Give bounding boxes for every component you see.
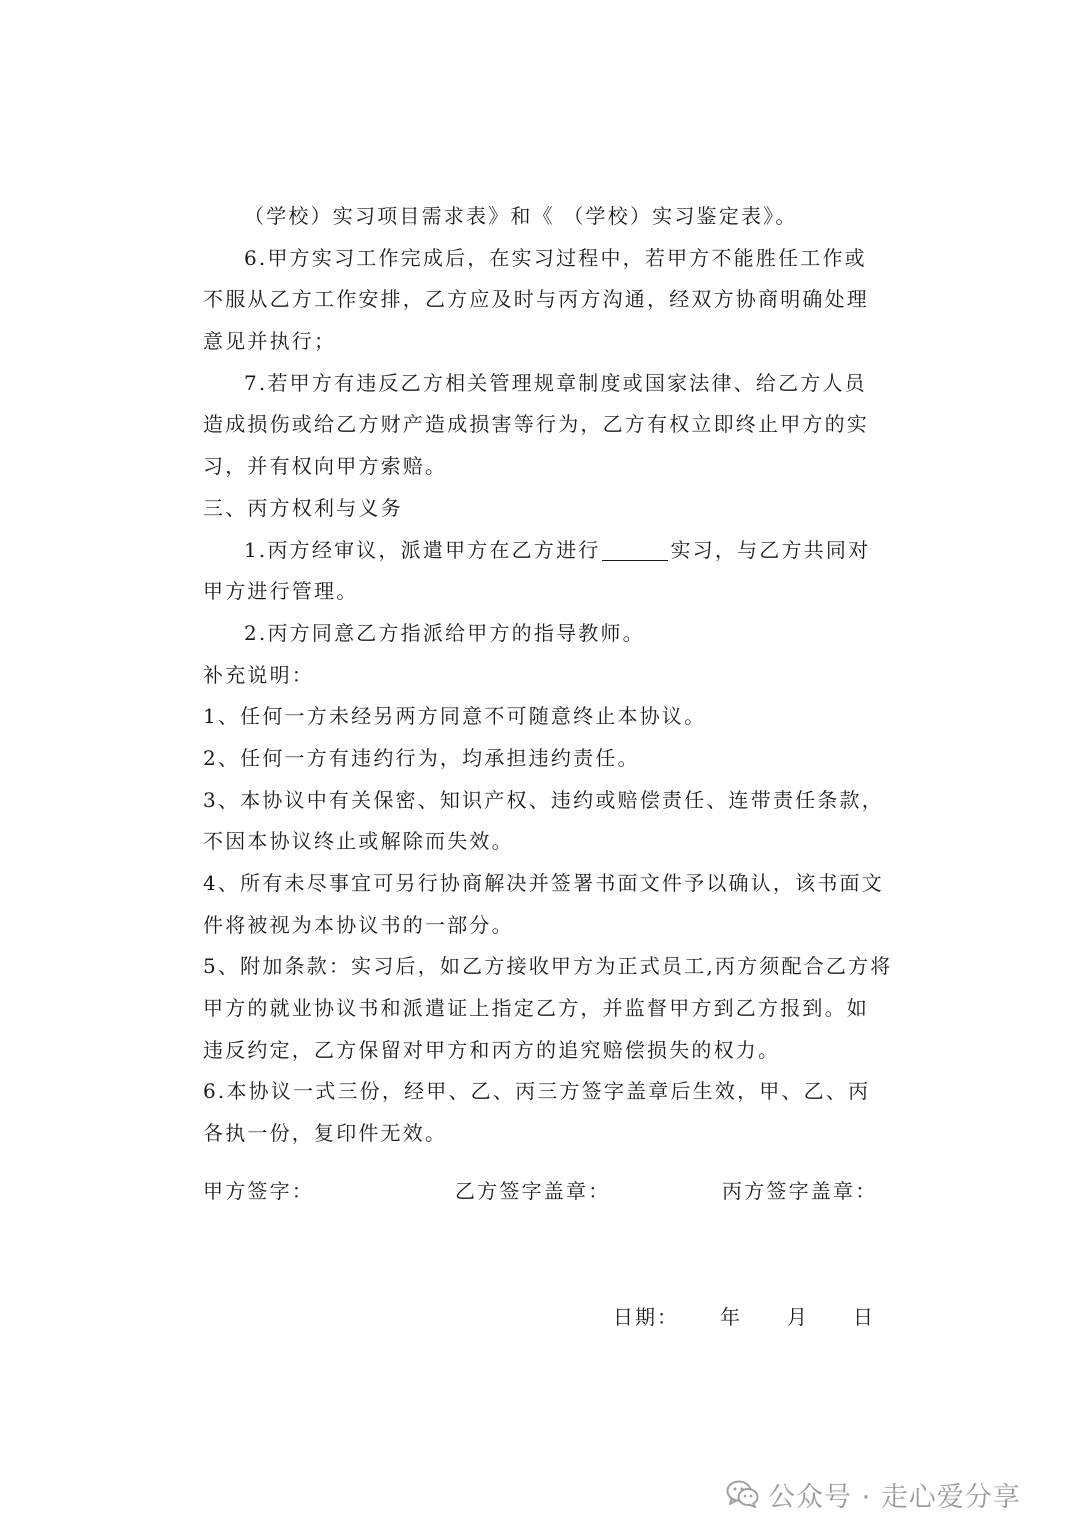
document-line: 不服从乙方工作安排，乙方应及时与丙方沟通，经双方协商明确处理: [203, 287, 869, 312]
document-line: 5、附加条款：实习后，如乙方接收甲方为正式员工,丙方须配合乙方将: [203, 954, 893, 979]
wechat-icon: [726, 1479, 760, 1509]
document-body: [203, 196, 893, 1155]
document-line: 甲方的就业协议书和派遣证上指定乙方，并监督甲方到乙方报到。如: [203, 996, 869, 1021]
party-c-signature-label: 丙方签字盖章：: [722, 1179, 878, 1203]
document-line: 2、任何一方有违约行为，均承担违约责任。: [203, 745, 640, 770]
document-line: 各执一份，复印件无效。: [203, 1121, 448, 1146]
fill-in-blank: [602, 538, 668, 561]
party-b-signature-label: 乙方签字盖章：: [455, 1179, 611, 1203]
watermark-text: 公众号 · 走心爱分享: [768, 1481, 1021, 1513]
document-line: 补充说明：: [203, 662, 314, 687]
date-day: 日: [853, 1305, 875, 1329]
document-line: 件将被视为本协议书的一部分。: [203, 912, 514, 937]
date-year: 年: [720, 1305, 742, 1329]
line-text-after-blank: 实习，与乙方共同对: [670, 537, 871, 562]
date-month: 月: [787, 1305, 809, 1329]
document-line: 造成损伤或给乙方财产造成损害等行为，乙方有权立即终止甲方的实: [203, 412, 869, 437]
document-line: （学校）实习项目需求表》和《 （学校）实习鉴定表》。: [244, 204, 798, 228]
document-line: 三、丙方权利与义务: [203, 495, 403, 520]
party-a-signature-label: 甲方签字：: [203, 1179, 314, 1203]
signature-row: [203, 1170, 878, 1212]
document-line: 7.若甲方有违反乙方相关管理规章制度或国家法律、给乙方人员: [244, 370, 867, 395]
document-line: 2.丙方同意乙方指派给甲方的指导教师。: [244, 620, 645, 645]
document-line: 4、所有未尽事宜可另行协商解决并签署书面文件予以确认，该书面文: [203, 871, 884, 895]
document-line: 6.本协议一式三份，经甲、乙、丙三方签字盖章后生效，甲、乙、丙: [203, 1079, 871, 1104]
document-line: 3、本协议中有关保密、知识产权、违约或赔偿责任、连带责任条款，: [203, 787, 884, 812]
document-line: 6.甲方实习工作完成后，在实习过程中，若甲方不能胜任工作或: [244, 245, 867, 270]
document-line: 甲方进行管理。: [203, 579, 359, 604]
document-line: 1、任何一方未经另两方同意不可随意终止本协议。: [203, 704, 707, 729]
date-row: [203, 1296, 875, 1338]
document-line: 违反约定，乙方保留对甲方和丙方的追究赔偿损失的权力。: [203, 1037, 781, 1062]
document-line: 习，并有权向甲方索赔。: [203, 454, 448, 479]
line-text-before-blank: 1.丙方经审议，派遣甲方在乙方进行: [244, 537, 601, 562]
document-line: [203, 530, 875, 572]
document-line: 意见并执行；: [203, 329, 337, 354]
document-line: 不因本协议终止或解除而失效。: [203, 829, 514, 854]
watermark: [726, 1474, 1021, 1514]
date-label: 日期：: [613, 1305, 679, 1329]
